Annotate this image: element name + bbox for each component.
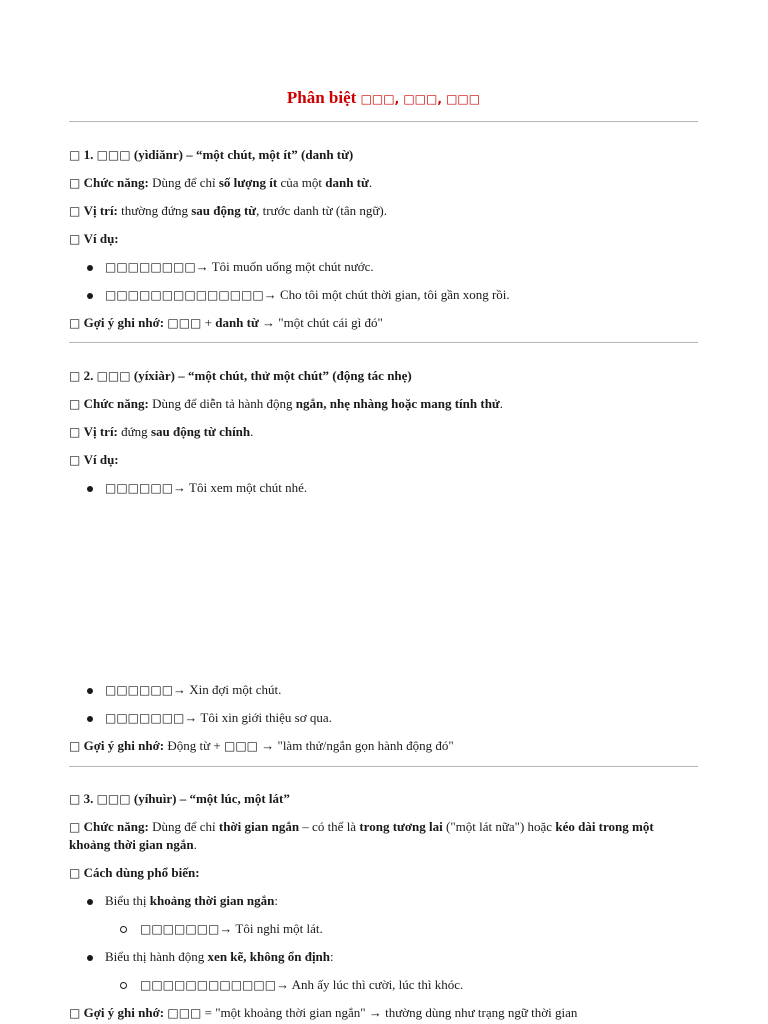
example-translation: Tôi muốn uống một chút nước. — [211, 259, 374, 274]
circle-bullet-icon — [120, 982, 127, 989]
bullet-icon — [87, 955, 93, 961]
section2-tip — [69, 737, 698, 755]
section1-examples-label — [69, 230, 698, 248]
circle-bullet-icon — [120, 926, 127, 933]
list-item — [105, 286, 510, 304]
text: : — [330, 949, 334, 964]
text: Biểu thị — [105, 893, 150, 908]
section2-function — [69, 395, 698, 413]
example-chinese: □□□□□□ — [105, 683, 174, 697]
arrow-icon: → — [184, 710, 198, 725]
section3-function-cont — [69, 836, 698, 853]
section2-num: 2. — [83, 368, 94, 383]
divider — [69, 766, 698, 767]
arrow-icon: → — [258, 315, 279, 330]
section3-icon: □ — [69, 792, 81, 806]
example-chinese: □□□□□□□ — [105, 711, 185, 725]
examples-label: Ví dụ: — [83, 231, 119, 246]
text: . — [250, 424, 254, 439]
example-chinese: □□□□□□□□□□□□ — [140, 978, 277, 992]
section1-function — [69, 174, 698, 192]
example-chinese: □□□□□□□ — [140, 922, 220, 936]
section1-tip — [69, 314, 698, 332]
text: thường đứng — [117, 203, 192, 218]
list-item — [105, 948, 334, 965]
section2-icon: □ — [69, 369, 81, 383]
section1-num: 1. — [83, 147, 94, 162]
text: của một — [277, 175, 326, 190]
section2-position — [69, 423, 698, 441]
example-translation: Xin đợi một chút. — [189, 682, 282, 697]
section1-cn: □□□ — [96, 148, 131, 162]
arrow-icon: → — [263, 287, 277, 302]
section2-heading — [69, 367, 698, 385]
examples-label: Ví dụ: — [83, 452, 119, 467]
function-label: Chức năng: — [83, 175, 149, 190]
function-label: Chức năng: — [83, 819, 149, 834]
tip-icon: □ — [69, 316, 81, 330]
usage-icon: □ — [69, 866, 81, 880]
list-item — [105, 892, 278, 909]
section3-cn: □□□ — [96, 792, 131, 806]
sub-list-item — [140, 976, 463, 994]
section3-usage-label — [69, 864, 698, 882]
function-icon: □ — [69, 397, 81, 411]
usage-label: Cách dùng phổ biến: — [83, 865, 200, 880]
position-label: Vị trí: — [83, 203, 118, 218]
arrow-icon: → — [173, 682, 187, 697]
position-icon: □ — [69, 204, 81, 218]
tip-icon: □ — [69, 739, 81, 753]
tip-chinese: □□□ — [224, 739, 259, 753]
bullet-icon — [87, 265, 93, 271]
list-item — [105, 681, 281, 699]
sub-list-item — [140, 920, 323, 938]
example-icon: □ — [69, 453, 81, 467]
example-chinese: □□□□□□ — [105, 481, 174, 495]
text: . — [368, 175, 373, 190]
text: đứng — [117, 424, 151, 439]
section1-title: (yìdiǎnr) – “một chút, một ít” (danh từ) — [133, 147, 354, 162]
divider — [69, 121, 698, 122]
section2-title: (yíxiàr) – “một chút, thử một chút” (động tác nhẹ) — [133, 368, 412, 383]
arrow-icon: → — [368, 1005, 382, 1020]
text-bold: thời gian ngắn — [218, 819, 300, 834]
example-translation: Tôi xin giới thiệu sơ qua. — [200, 710, 332, 725]
text-bold: khoảng thời gian ngắn — [69, 837, 194, 852]
bullet-icon — [87, 486, 93, 492]
bullet-icon — [87, 293, 93, 299]
example-translation: Tôi nghỉ một lát. — [235, 921, 323, 936]
bullet-icon — [87, 899, 93, 905]
text: : — [274, 893, 279, 908]
section3-heading — [69, 790, 698, 808]
text-bold: số lượng ít — [218, 175, 278, 190]
text-bold: trong tương lai — [359, 819, 443, 834]
tip-icon: □ — [69, 1006, 81, 1020]
text: = "một khoảng thời gian ngắn" — [201, 1005, 369, 1020]
arrow-icon: → — [276, 977, 290, 992]
list-item — [105, 479, 307, 497]
text: "một chút cái gì đó" — [278, 315, 383, 330]
tip-label: Gợi ý ghi nhớ: — [83, 1005, 165, 1020]
section2-cn: □□□ — [96, 369, 131, 383]
position-label: Vị trí: — [83, 424, 118, 439]
section1-heading — [69, 146, 698, 164]
bullet-icon — [87, 716, 93, 722]
example-chinese: □□□□□□□□ — [105, 260, 196, 274]
tip-chinese: □□□ — [167, 1006, 202, 1020]
section3-num: 3. — [83, 791, 94, 806]
text: "làm thử/ngắn gọn hành động đó" — [277, 738, 454, 753]
arrow-icon: → — [173, 480, 187, 495]
divider — [69, 342, 698, 343]
tip-label: Gợi ý ghi nhớ: — [83, 315, 165, 330]
section1-icon: □ — [69, 148, 81, 162]
text: – có thể là — [299, 819, 360, 834]
page-title — [69, 88, 698, 108]
section3-function — [69, 818, 698, 836]
example-translation: Tôi xem một chút nhé. — [189, 480, 308, 495]
list-item — [105, 709, 332, 727]
example-translation: Anh ấy lúc thì cười, lúc thì khóc. — [291, 977, 464, 992]
text: . — [193, 837, 197, 852]
tip-label: Gợi ý ghi nhớ: — [83, 738, 165, 753]
example-chinese: □□□□□□□□□□□□□□ — [105, 288, 264, 302]
list-item — [105, 258, 374, 276]
arrow-icon: → — [195, 259, 209, 274]
text-bold: sau động từ chính — [150, 424, 251, 439]
text: + — [201, 315, 216, 330]
text: Biểu thị hành động — [105, 949, 208, 964]
tip-chinese: □□□ — [167, 316, 202, 330]
text: Dùng để diễn tả hành động — [148, 396, 296, 411]
section3-tip — [69, 1004, 698, 1022]
text: thường dùng như trạng ngữ thời gian — [381, 1005, 578, 1020]
text-bold: kéo dài trong một — [555, 819, 654, 834]
text: Dùng để chỉ — [148, 819, 219, 834]
bullet-icon — [87, 688, 93, 694]
text-bold: ngắn, nhẹ nhàng hoặc mang tính thử — [295, 396, 500, 411]
arrow-icon: → — [219, 921, 233, 936]
text: , trước danh từ (tân ngữ). — [256, 203, 388, 218]
text-bold: xen kẽ, không ổn định — [207, 949, 331, 964]
title-prefix: Phân biệt — [286, 88, 357, 107]
section2-examples-label — [69, 451, 698, 469]
text-bold: sau động từ — [191, 203, 257, 218]
function-label: Chức năng: — [83, 396, 149, 411]
text: . — [499, 396, 503, 411]
example-icon: □ — [69, 232, 81, 246]
function-icon: □ — [69, 176, 81, 190]
text: ("một lát nữa") hoặc — [442, 819, 556, 834]
text-bold: danh từ — [325, 175, 369, 190]
text-bold: khoảng thời gian ngắn — [149, 893, 275, 908]
position-icon: □ — [69, 425, 81, 439]
section1-position — [69, 202, 698, 220]
title-chinese: □□□, □□□, □□□ — [360, 92, 481, 106]
text-bold: danh từ — [215, 315, 259, 330]
arrow-icon: → — [258, 738, 278, 753]
function-icon: □ — [69, 820, 81, 834]
section3-title: (yíhuìr) – “một lúc, một lát” — [133, 791, 290, 806]
text: Động từ + — [164, 738, 224, 753]
example-translation: Cho tôi một chút thời gian, tôi gần xong rồi. — [279, 287, 510, 302]
text: Dùng để chỉ — [148, 175, 219, 190]
